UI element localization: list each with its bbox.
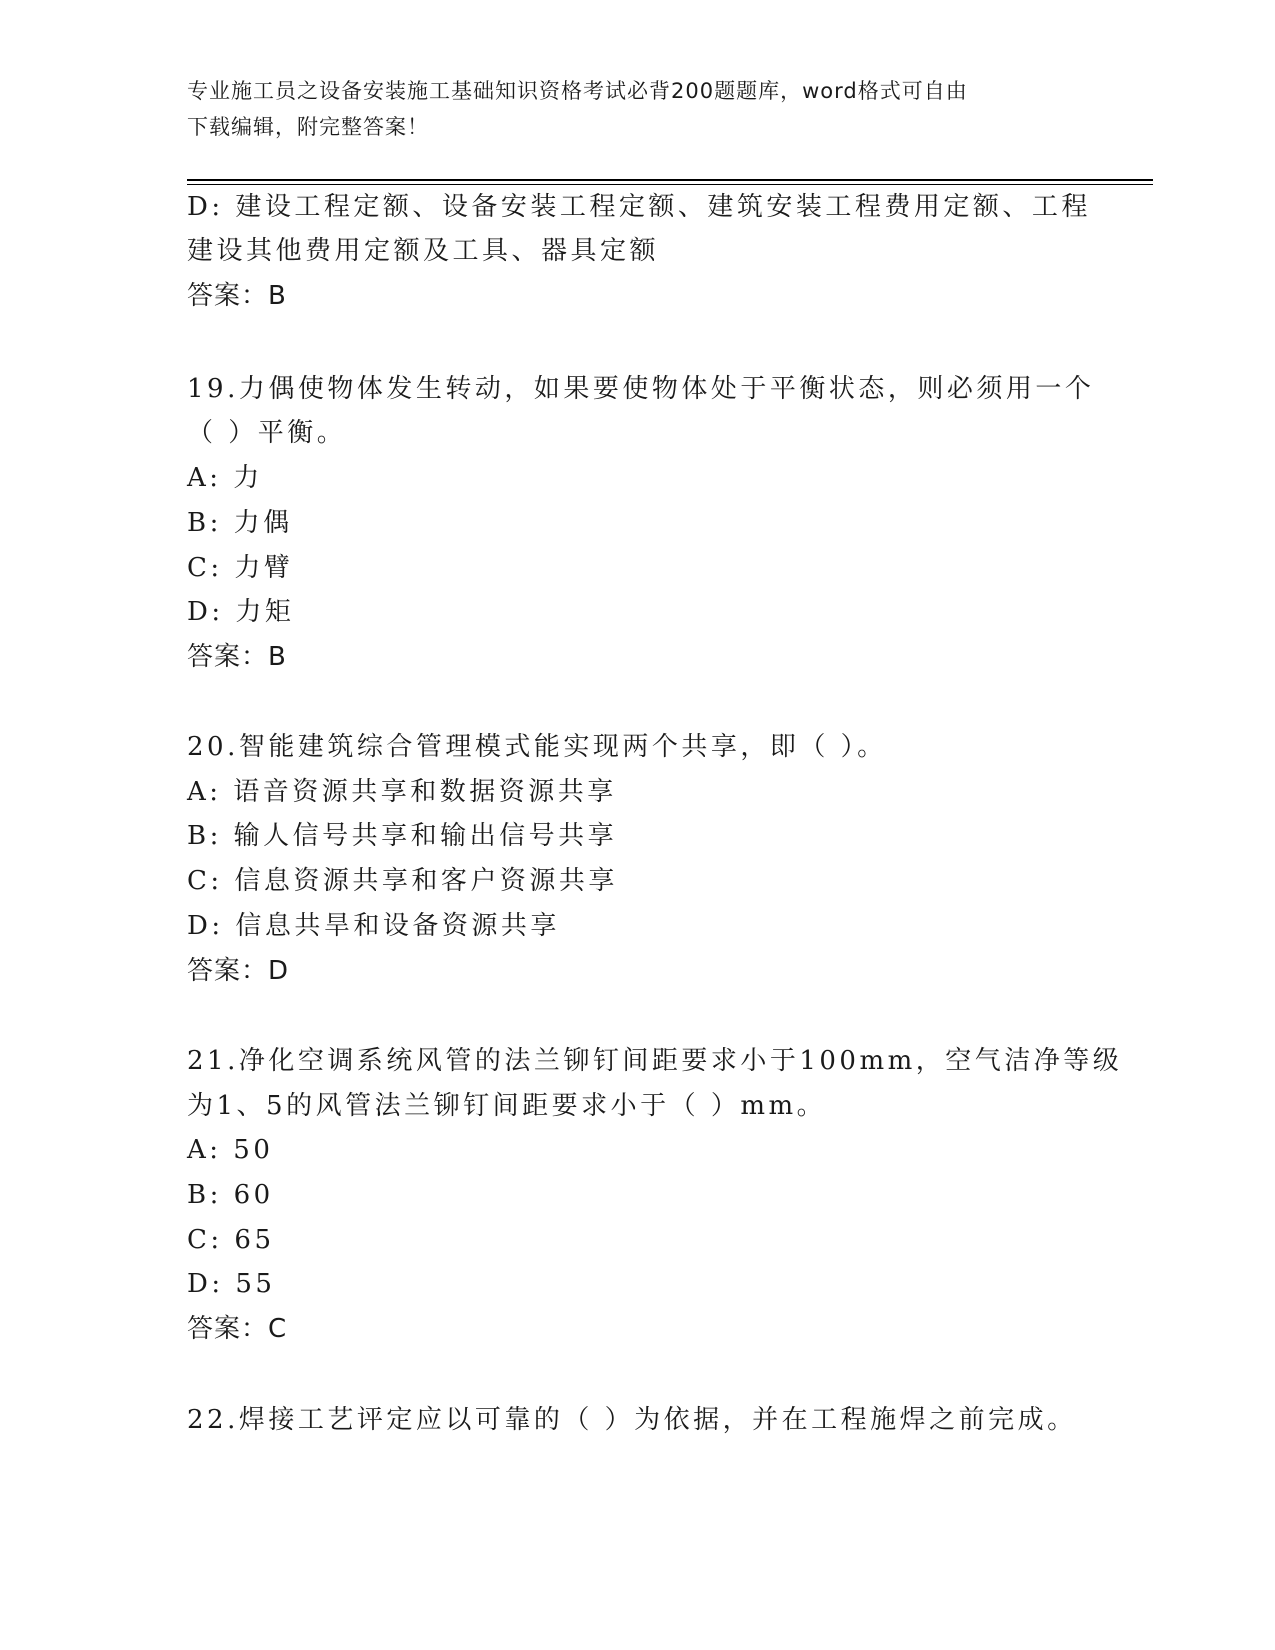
question-19-option-a: A: 力 [187,463,263,493]
question-21-option-d: D: 55 [187,1269,276,1299]
question-19-option-c: C: 力臂 [187,553,294,583]
question-21-stem-line-2: 为1、5的风管法兰铆钉间距要求小于（ ）mm。 [187,1091,827,1121]
question-19-option-b: B: 力偶 [187,508,293,538]
question-20-answer: 答案：D [187,956,290,986]
question-19-stem-line-1: 19.力偶使物体发生转动，如果要使物体处于平衡状态，则必须用一个 [187,374,1095,404]
question-21-option-c: C: 65 [187,1225,275,1255]
header-divider-thick [187,179,1153,181]
header-line-1: 专业施工员之设备安装施工基础知识资格考试必背200题题库，word格式可自由 [187,79,968,103]
question-20-option-a: A: 语音资源共享和数据资源共享 [187,777,617,807]
question-21-option-b: B: 60 [187,1180,274,1210]
header-divider-thin [187,184,1153,185]
question-22-stem-line-1: 22.焊接工艺评定应以可靠的（ ）为依据，并在工程施焊之前完成。 [187,1405,1077,1435]
question-21-option-a: A: 50 [187,1135,274,1165]
question-21-answer: 答案：C [187,1314,288,1344]
question-19-stem-line-2: （ ）平衡。 [187,418,347,448]
question-21-stem-line-1: 21.净化空调系统风管的法兰铆钉间距要求小于100mm，空气洁净等级 [187,1046,1123,1076]
prev-answer: 答案：B [187,281,287,311]
header-line-2: 下载编辑，附完整答案！ [187,115,429,139]
prev-option-d-line-2: 建设其他费用定额及工具、器具定额 [187,236,660,266]
question-20-option-d: D: 信息共旱和设备资源共享 [187,911,560,941]
question-20-stem-line-1: 20.智能建筑综合管理模式能实现两个共享，即（ ）。 [187,732,887,762]
question-19-option-d: D: 力矩 [187,597,295,627]
prev-option-d-line-1: D: 建设工程定额、设备安装工程定额、建筑安装工程费用定额、工程 [187,192,1091,222]
question-19-answer: 答案：B [187,642,287,672]
question-20-option-c: C: 信息资源共享和客户资源共享 [187,866,618,896]
question-20-option-b: B: 输人信号共享和输出信号共享 [187,821,618,851]
document-header [187,73,1067,145]
